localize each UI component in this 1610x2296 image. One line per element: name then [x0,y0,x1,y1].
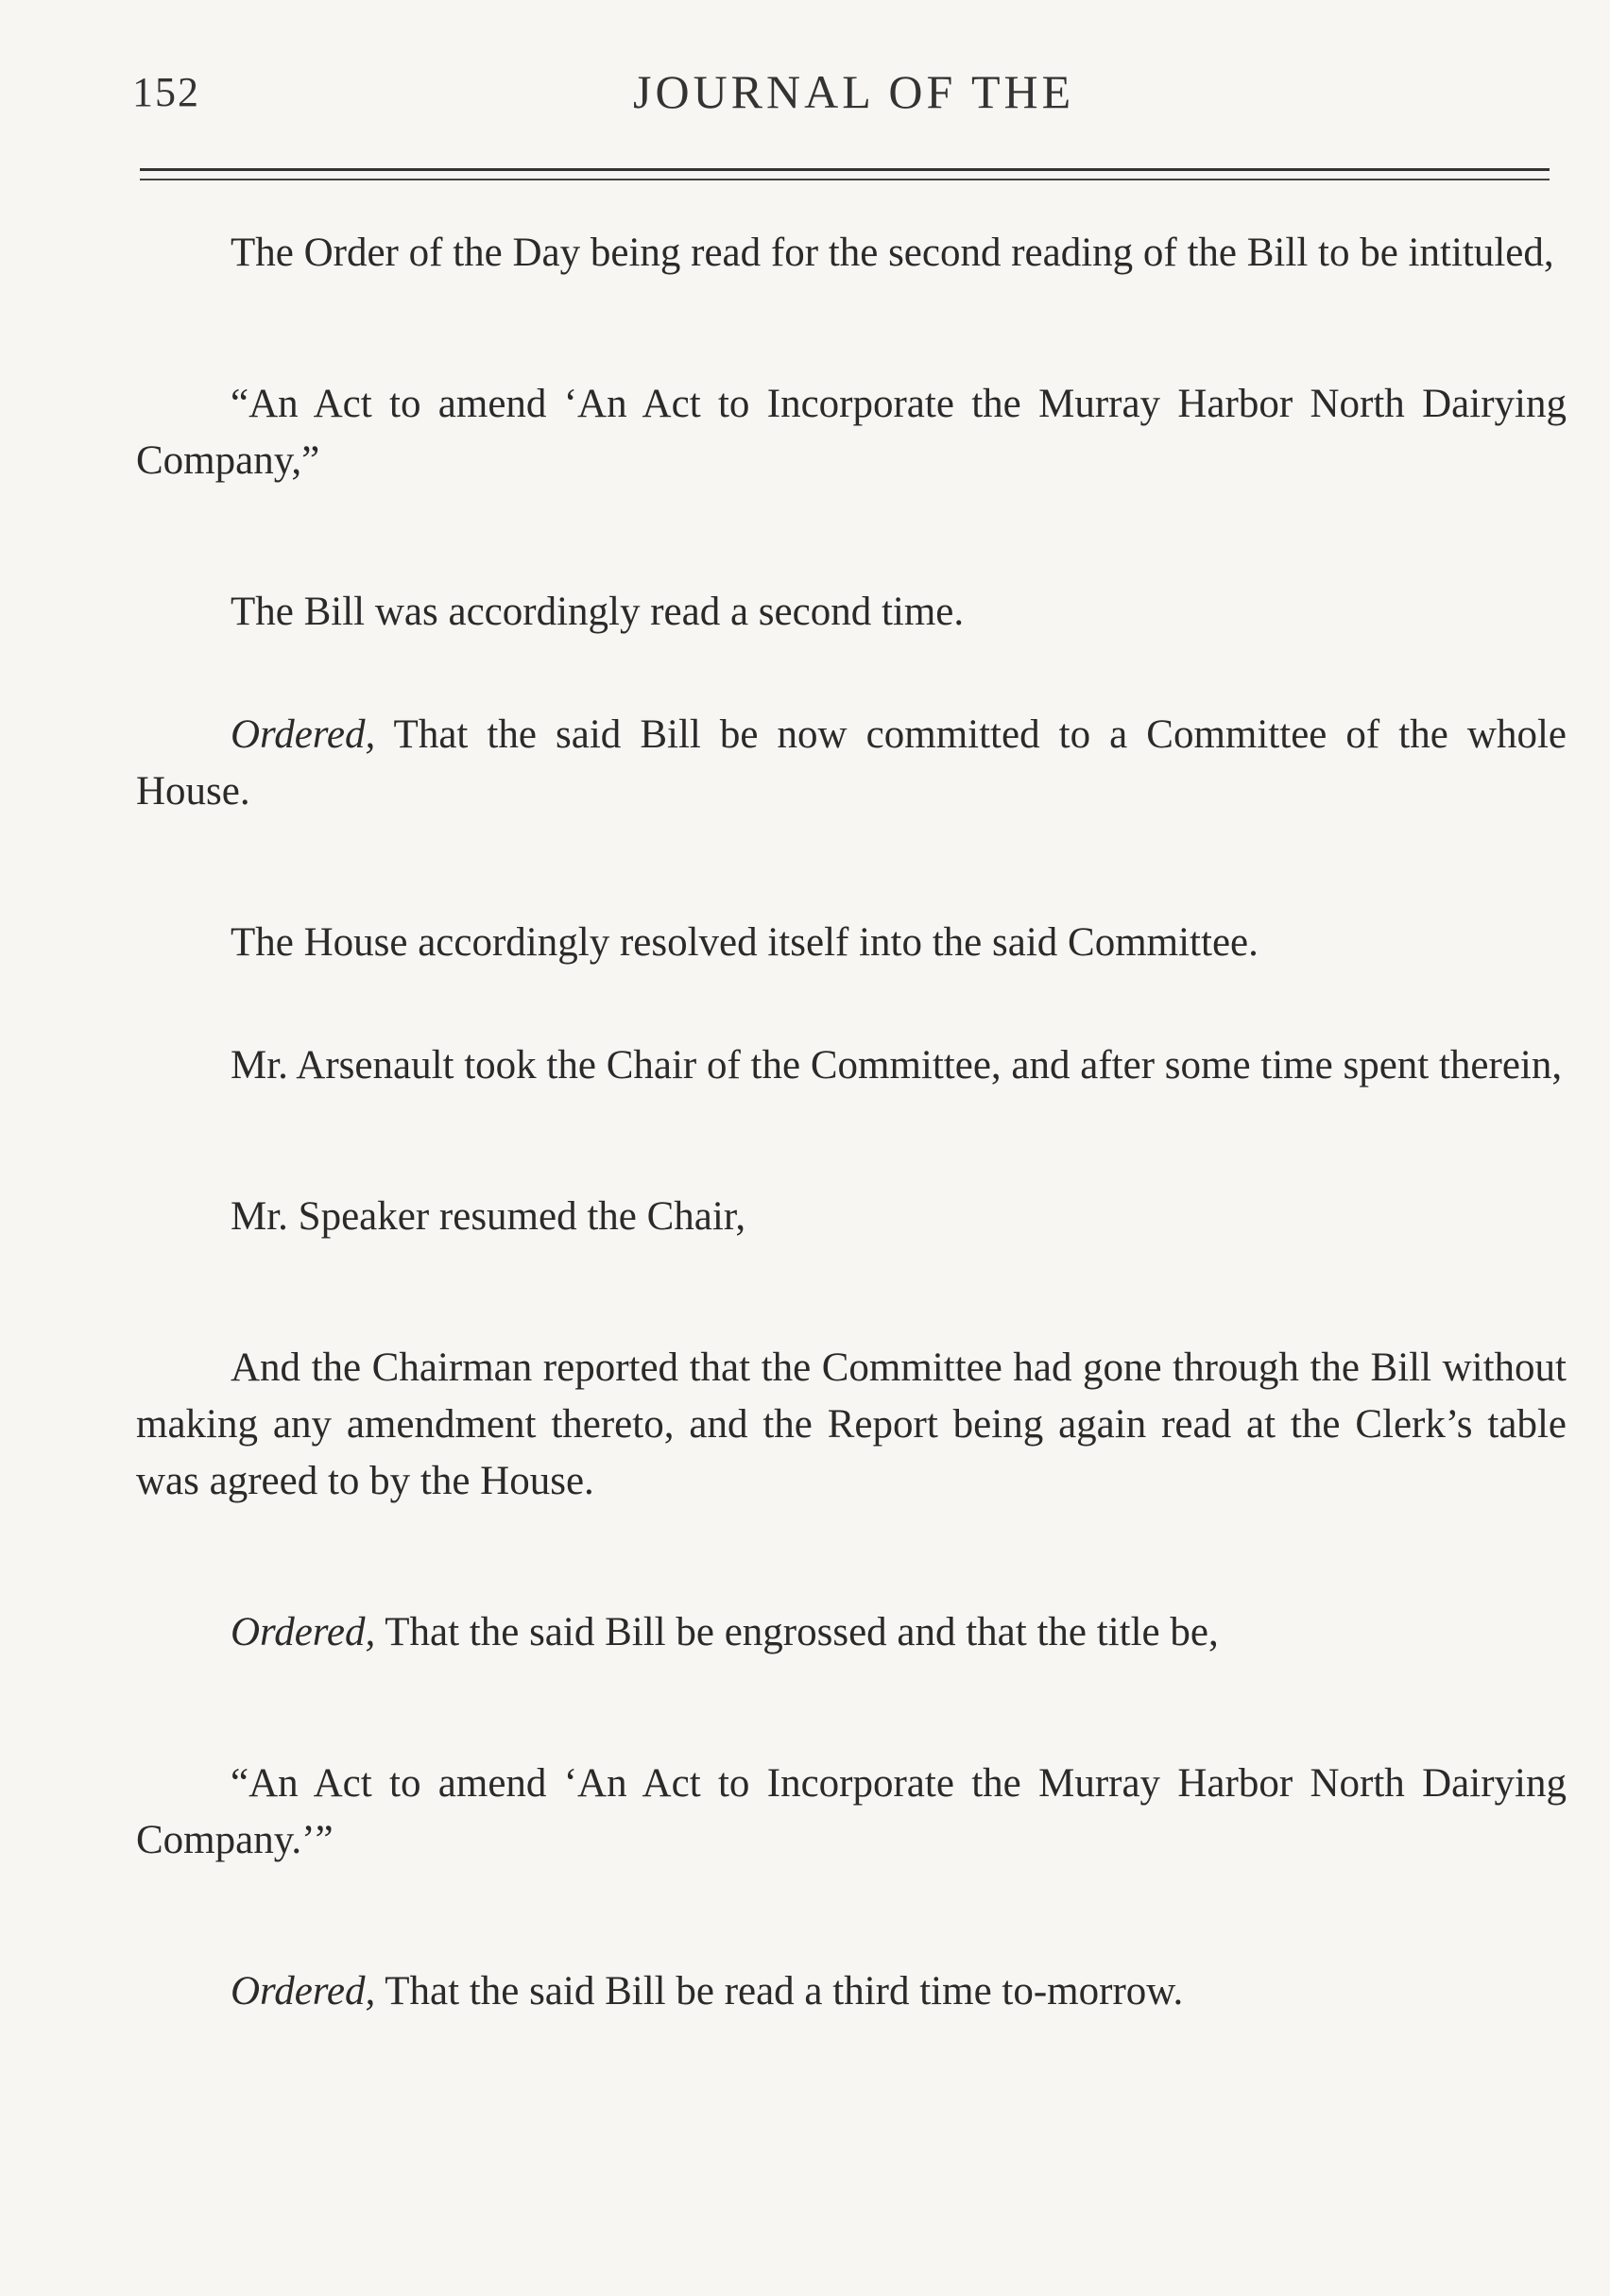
paragraph-text: That the said Bill be read a third time to-morrow. [375,1969,1184,2013]
paragraph-arsenault-chair [136,1037,1567,1094]
paragraph-ordered-third-reading [136,1963,1567,2020]
paragraph-lead: Ordered, [231,1969,376,2013]
journal-body [136,225,1567,2020]
paragraph-ordered-committed [136,707,1567,820]
running-head: JOURNAL OF THE [633,65,1075,118]
paragraph-bill-final-title [136,1756,1567,1869]
paragraph-text: The Order of the Day being read for the second reading of the Bill to be intituled, [231,231,1554,275]
paragraph-text: That the said Bill be engrossed and that the title be, [375,1610,1219,1654]
paragraph-text: Mr. Speaker resumed the Chair, [231,1194,746,1239]
paragraph-text: The Bill was accordingly read a second time. [231,590,965,634]
paragraph-bill-title [136,376,1567,489]
paragraph-order-of-day [136,225,1567,282]
header-rule-thin [140,179,1550,180]
page-header [132,64,1550,130]
paragraph-text: Mr. Arsenault took the Chair of the Committee, and after some time spent therein, [231,1043,1563,1088]
paragraph-lead: Ordered, [231,1610,376,1654]
paragraph-text: And the Chairman reported that the Committee had gone through the Bill without making any amendment thereto, and the Report being again read at the Clerk’s table was agreed to by the House. [136,1345,1567,1503]
paragraph-house-resolved [136,915,1567,971]
paragraph-second-reading [136,584,1567,641]
paragraph-lead: Ordered, [231,712,376,757]
paragraph-ordered-engrossed [136,1604,1567,1661]
paragraph-text: The House accordingly resolved itself into the said Committee. [231,920,1259,965]
paragraph-text: “An Act to amend ‘An Act to Incorporate the Murray Harbor North Dairying Company,” [136,382,1567,483]
page-number: 152 [132,69,200,115]
paragraph-speaker-resumed [136,1189,1567,1245]
paragraph-chairman-reported [136,1340,1567,1510]
header-rule-thick [140,168,1550,171]
paragraph-text: That the said Bill be now committed to a Committee of the whole House. [136,712,1567,814]
paragraph-text: “An Act to amend ‘An Act to Incorporate the Murray Harbor North Dairying Company.’” [136,1761,1567,1862]
